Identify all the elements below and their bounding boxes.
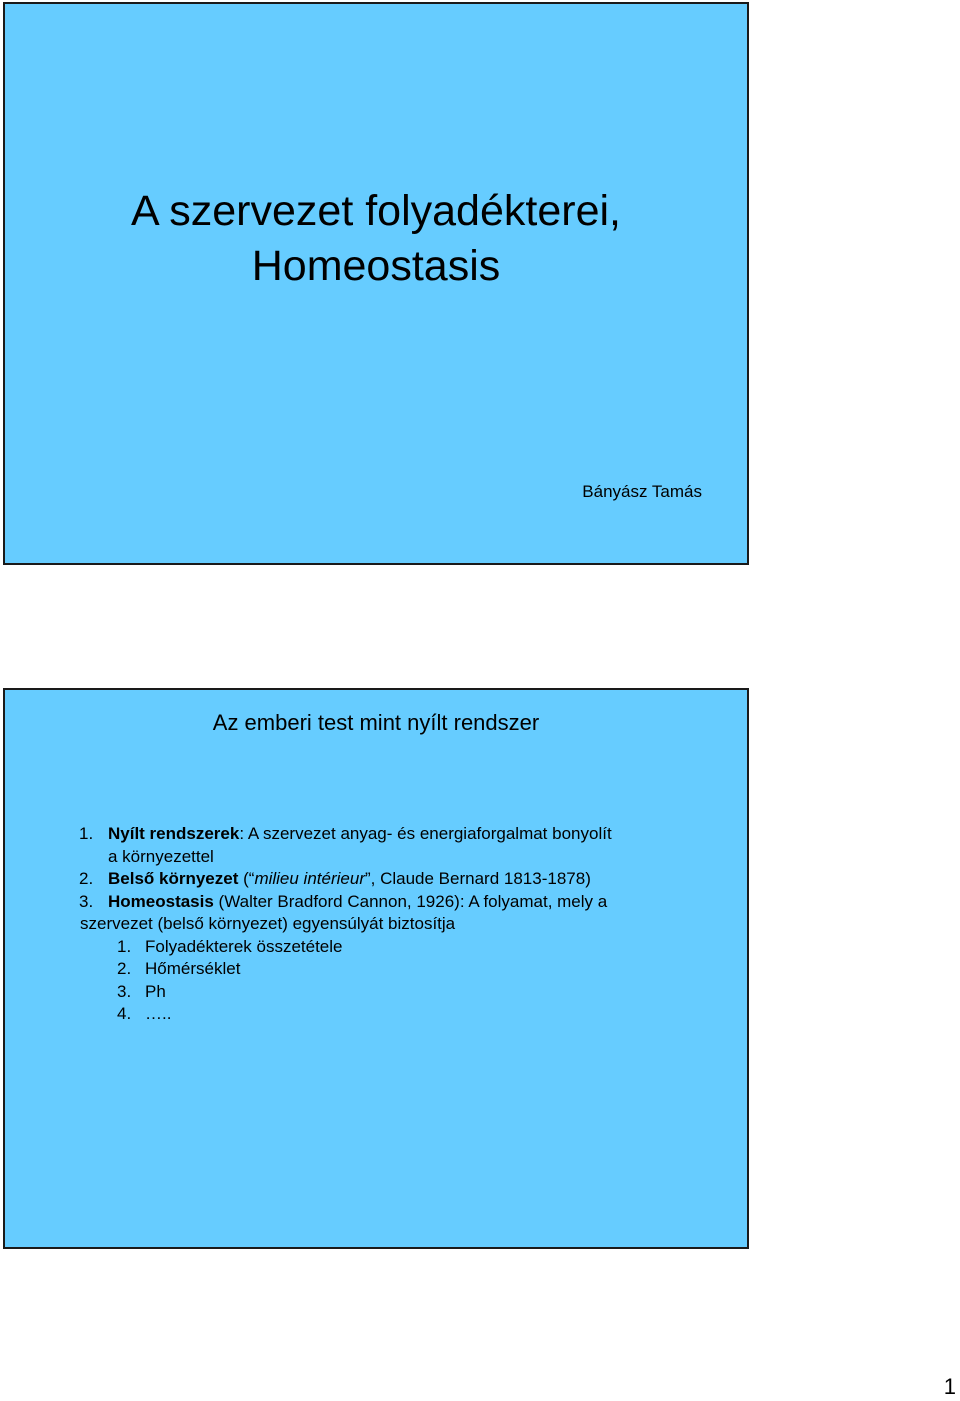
page-number: 1 [943,1374,956,1399]
slide-title [3,2,749,565]
list-item-continuation: szervezet (belső környezet) egyensúlyát biztosítja [80,914,456,933]
item-number: 2. [79,869,94,888]
sub-list-item: 4. ….. [117,1004,172,1023]
list-item-continuation: a környezettel [108,846,214,866]
item-term: Nyílt rendszerek [108,824,240,843]
slide-heading: Az emberi test mint nyílt rendszer [212,710,540,735]
slide-body [5,823,705,1026]
item-number: 3. [79,891,94,911]
sub-list-item: 2. Hőmérséklet [117,959,241,978]
slide-open-system [3,688,749,1249]
item-term: Homeostasis [108,891,214,911]
sub-list-item: 3. Ph [117,981,166,1001]
list-item: 1. Nyílt rendszerek: A szervezet anyag- és energiaforgalmat bonyolít [5,823,705,846]
list-item: 3. Homeostasis (Walter Bradford Cannon, 1926): A folyamat, mely a [5,891,705,914]
item-number: 1. [79,824,94,843]
sub-list-item: 1. Folyadékterek összetétele [117,936,343,956]
item-term: Belső környezet [108,869,239,888]
list-item: 2. Belső környezet (“milieu intérieur”, Claude Bernard 1813-1878) [5,868,705,891]
item-italic: milieu intérieur [254,869,365,888]
presentation-title: A szervezet folyadékterei, Homeostasis [131,187,621,290]
author-name: Bányász Tamás [582,482,702,501]
